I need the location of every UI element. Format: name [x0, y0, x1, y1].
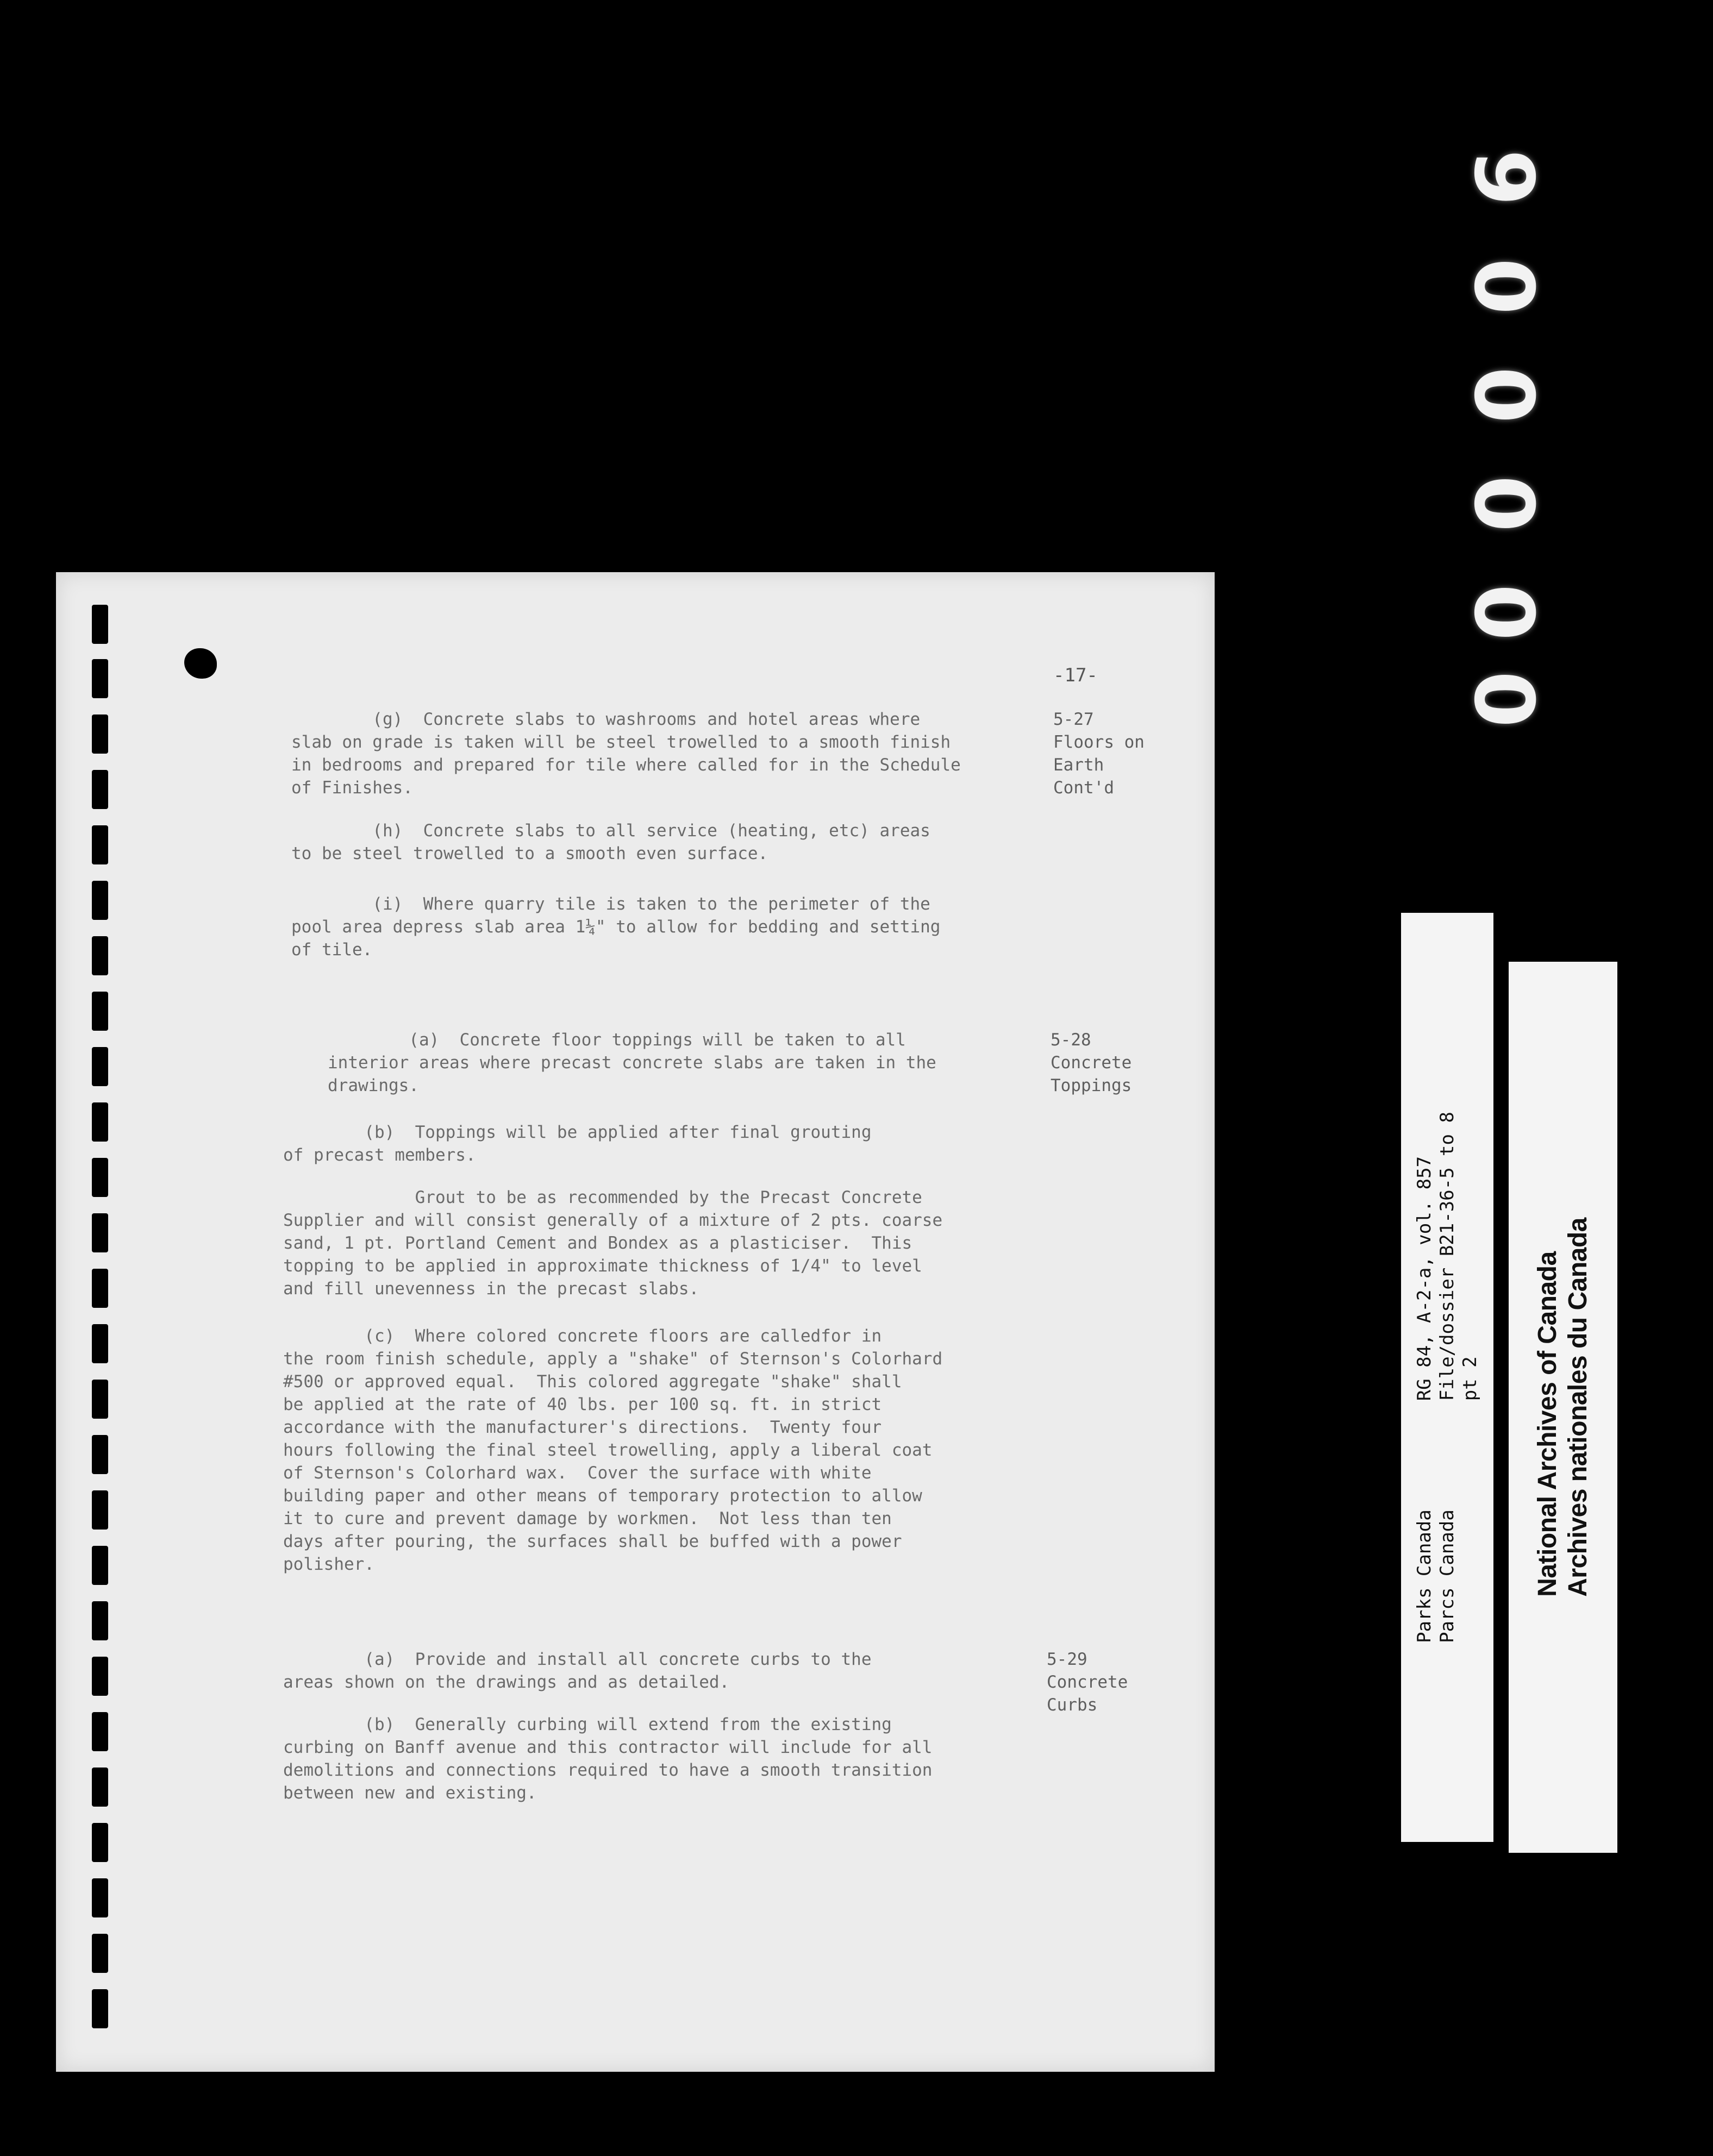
- punch-hole: [92, 1546, 108, 1585]
- punch-hole: [92, 770, 108, 809]
- paragraph-c-colored-floors: (c) Where colored concrete floors are calledfor in the room finish schedule, apply a "shake" of Sternson's Colorhard #500 or approved equal. This colored aggregate "shake" shall be applied at the rate of 40 lbs. per 100 sq. ft. in strict accordance with the manufacturer's directions. Twenty four hours following the final steel trowelling, apply a liberal coat of Sternson's Colorhard wax. Cover the surface with white building paper and other means of temporary protection to allow it to cure and prevent damage by workmen. Not less than ten days after pouring, the surfaces shall be buffed with a power polisher.: [283, 1326, 943, 1574]
- file-reference-label: [1401, 913, 1493, 1842]
- punch-hole: [92, 1269, 108, 1308]
- punch-hole: [92, 1047, 108, 1086]
- paragraph-b-curbing-extension: (b) Generally curbing will extend from the existing curbing on Banff avenue and this contractor will include for all demolitions and connections required to have a smooth transition between new and existing.: [283, 1715, 933, 1803]
- punch-hole: [92, 1324, 108, 1363]
- frame-digit: 0: [1456, 366, 1551, 424]
- paragraph-a-floor-toppings: (a) Concrete floor toppings will be taken to all interior areas where precast concrete slabs are taken in the drawings.: [328, 1030, 936, 1095]
- frame-number: [1456, 137, 1551, 735]
- punch-hole: [92, 1768, 108, 1807]
- document-page: [56, 572, 1215, 2072]
- page-number: -17-: [1053, 665, 1098, 686]
- punch-hole: [92, 1934, 108, 1973]
- punch-hole: [92, 1878, 108, 1917]
- paragraph-h-service-slabs: (h) Concrete slabs to all service (heating, etc) areas to be steel trowelled to a smooth even surface.: [291, 821, 930, 863]
- punch-hole: [92, 1823, 108, 1862]
- record-group-reference: RG 84, A-2-a, vol. 857 File/dossier B21-36-5 to 8 pt 2: [1414, 1112, 1481, 1401]
- punch-hole: [92, 1657, 108, 1696]
- frame-digit: 9: [1456, 149, 1551, 206]
- file-reference-text: [1413, 1112, 1481, 1643]
- frame-digit: 0: [1456, 670, 1551, 728]
- punch-hole: [92, 659, 108, 698]
- punch-hole: [92, 605, 108, 644]
- margin-note-5-27: 5-27 Floors on Earth Cont'd: [1053, 710, 1145, 798]
- archive-name-text: [1533, 1218, 1593, 1597]
- punch-hole: [92, 1213, 108, 1252]
- agency-name: Parks Canada Parcs Canada: [1414, 1509, 1458, 1643]
- archive-name-en: National Archives of Canada: [1533, 1251, 1562, 1597]
- punch-hole: [92, 881, 108, 920]
- punch-hole: [92, 1989, 108, 2028]
- paragraph-b-toppings-grouting: (b) Toppings will be applied after final grouting of precast members.: [283, 1123, 872, 1165]
- margin-note-5-29: 5-29 Concrete Curbs: [1047, 1650, 1128, 1715]
- paragraph-a-concrete-curbs: (a) Provide and install all concrete curbs to the areas shown on the drawings and as detailed.: [283, 1650, 872, 1692]
- punch-hole: [92, 1490, 108, 1530]
- punch-hole: [92, 1435, 108, 1474]
- margin-note-5-28: 5-28 Concrete Toppings: [1051, 1030, 1132, 1095]
- punch-hole: [92, 1712, 108, 1751]
- ink-blot: [184, 648, 217, 679]
- punch-hole: [92, 825, 108, 864]
- punch-hole: [92, 715, 108, 754]
- punch-hole: [92, 1601, 108, 1640]
- paragraph-g-washroom-slabs: (g) Concrete slabs to washrooms and hotel areas where slab on grade is taken will be steel trowelled to a smooth finish in bedrooms and prepared for tile where called for in the Schedule of Finishes.: [291, 710, 961, 798]
- punch-hole: [92, 1158, 108, 1197]
- frame-digit: 0: [1456, 584, 1551, 641]
- frame-digit: 0: [1456, 258, 1551, 315]
- paragraph-i-quarry-tile: (i) Where quarry tile is taken to the perimeter of the pool area depress slab area 1¼" to allow for bedding and setting of tile.: [291, 894, 941, 960]
- punch-hole: [92, 936, 108, 975]
- punch-hole: [92, 1102, 108, 1142]
- frame-digit: 0: [1456, 475, 1551, 532]
- paragraph-grout-mixture: Grout to be as recommended by the Precast Concrete Supplier and will consist generally of a mixture of 2 pts. coarse sand, 1 pt. Portland Cement and Bondex as a plasticiser. This topping to be applied in approximate thickness of 1/4" to level and fill unevenness in the precast slabs.: [283, 1188, 943, 1299]
- archive-label: [1509, 962, 1617, 1853]
- punch-hole: [92, 1380, 108, 1419]
- punch-hole: [92, 992, 108, 1031]
- archive-name-fr: Archives nationales du Canada: [1564, 1218, 1592, 1597]
